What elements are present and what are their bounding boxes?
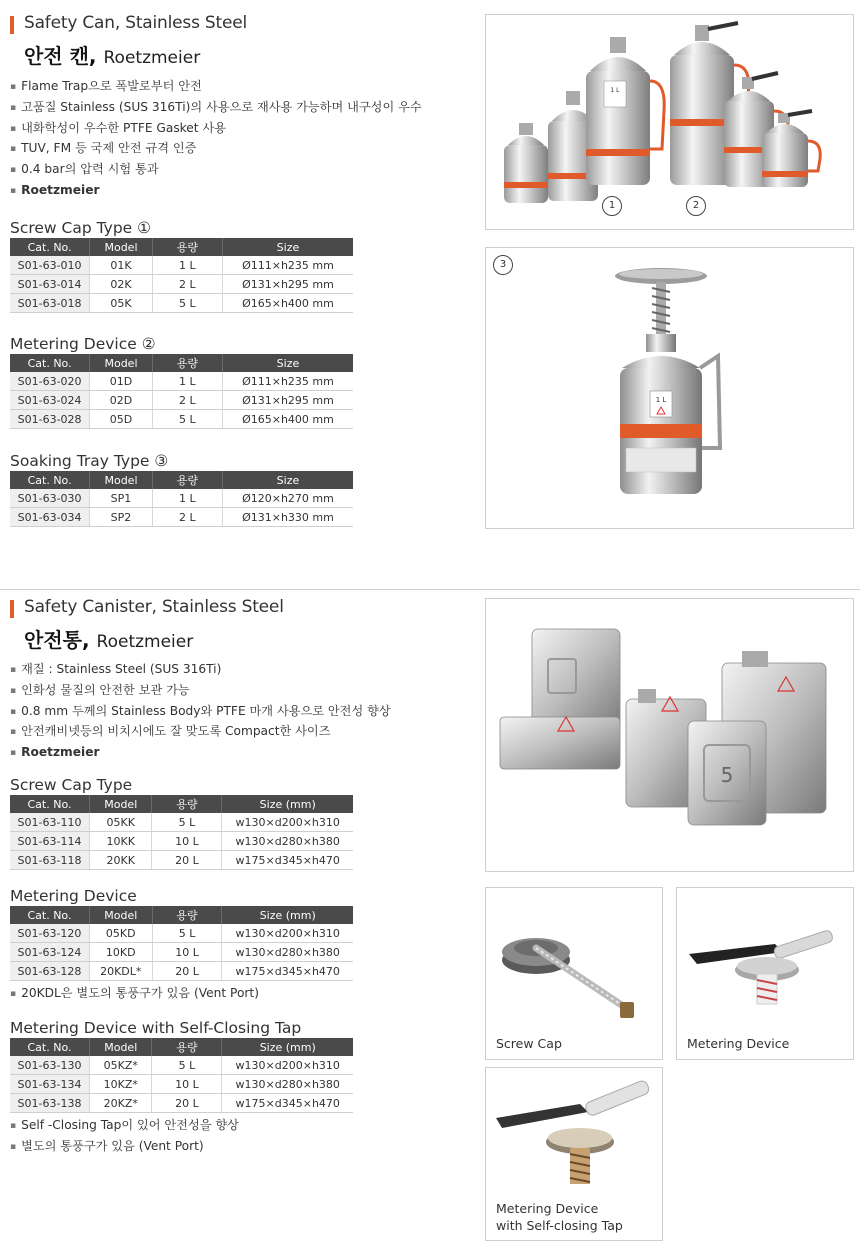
col-header: Size (mm) [222, 1038, 353, 1056]
cell: S01-63-020 [10, 372, 90, 391]
feature-item: ▪ 0.4 bar의 압력 시험 통과 [10, 159, 422, 180]
cell: S01-63-138 [10, 1094, 90, 1113]
spec-table-screw-cap-canister [10, 795, 353, 870]
cell: 2 L [152, 275, 222, 294]
cell: S01-63-120 [10, 924, 89, 943]
spec-table-metering-device-canister [10, 906, 353, 981]
table-row [10, 372, 353, 391]
cell: 10KD [89, 943, 152, 962]
cell: 20 L [152, 1094, 222, 1113]
col-header: Cat. No. [10, 906, 89, 924]
cell: Ø111×h235 mm [222, 372, 353, 391]
cell: 5 L [152, 294, 222, 313]
col-header: 용량 [152, 238, 222, 256]
table-title-screw-cap-canister: Screw Cap Type [10, 776, 133, 794]
spec-table-metering-device [10, 354, 353, 429]
col-header: Size [222, 354, 353, 372]
cell: S01-63-134 [10, 1075, 90, 1094]
can-label-text: 1 L [655, 396, 667, 404]
cell: 5 L [152, 410, 222, 429]
table-row [10, 1075, 353, 1094]
cell: 20 L [152, 962, 222, 981]
table-title-metering-device: Metering Device ② [10, 335, 156, 353]
cell: S01-63-124 [10, 943, 89, 962]
product-photo-soaking-tray-can [485, 247, 854, 529]
col-header: Cat. No. [10, 238, 90, 256]
cell: S01-63-018 [10, 294, 90, 313]
section2-feature-list [10, 659, 391, 763]
feature-item-brand: ▪ Roetzmeier [10, 180, 422, 201]
col-header: Model [90, 795, 152, 813]
section-marker [10, 600, 14, 618]
col-header: Size (mm) [222, 906, 353, 924]
col-header: Model [90, 238, 153, 256]
col-header: Cat. No. [10, 1038, 90, 1056]
cell: 02D [90, 391, 153, 410]
col-header: Cat. No. [10, 471, 90, 489]
table-title-metering-device-canister: Metering Device [10, 887, 137, 905]
table-title-screw-cap: Screw Cap Type ① [10, 219, 152, 237]
canister-size-label: 5 [720, 763, 734, 787]
table-row [10, 1056, 353, 1075]
col-header: Cat. No. [10, 354, 90, 372]
section-marker [10, 16, 14, 34]
feature-item: ▪ TUV, FM 등 국제 안전 규격 인증 [10, 138, 422, 159]
cell: S01-63-030 [10, 489, 90, 508]
photo-marker-2: 2 [686, 196, 706, 216]
cell: 20 L [152, 851, 222, 870]
cell: Ø165×h400 mm [222, 410, 353, 429]
col-header: Size [222, 238, 353, 256]
table-row [10, 489, 353, 508]
cell: 05KK [90, 813, 152, 832]
feature-item: ▪ 안전캐비넷등의 비치시에도 잘 맞도록 Compact한 사이즈 [10, 721, 391, 742]
cell: w130×d200×h310 [222, 813, 353, 832]
feature-item: ▪ 0.8 mm 두께의 Stainless Body와 PTFE 마개 사용으로 안전성 향상 [10, 701, 391, 722]
table-row [10, 508, 353, 527]
cell: 05D [90, 410, 153, 429]
can-label-text: 1 L [610, 87, 620, 94]
cell: Ø131×h330 mm [222, 508, 353, 527]
cell: w175×d345×h470 [222, 1094, 353, 1113]
table-row [10, 410, 353, 429]
cell: 01D [90, 372, 153, 391]
table-title-self-closing-tap: Metering Device with Self-Closing Tap [10, 1019, 302, 1037]
safety-cans-illustration [486, 15, 853, 229]
cell: w130×d280×h380 [222, 1075, 353, 1094]
feature-item-brand: ▪ Roetzmeier [10, 742, 391, 763]
spec-table-screw-cap [10, 238, 353, 313]
cell: w130×d200×h310 [222, 1056, 353, 1075]
cell: S01-63-034 [10, 508, 90, 527]
cell: 05KZ* [90, 1056, 152, 1075]
metering-device-illustration [677, 888, 853, 1028]
table-row [10, 813, 353, 832]
cell: 10KZ* [90, 1075, 152, 1094]
soaking-tray-can-illustration [486, 248, 853, 528]
cell: 20KZ* [90, 1094, 152, 1113]
caption-screw-cap: Screw Cap [496, 1036, 562, 1051]
col-header: Size (mm) [222, 795, 353, 813]
section-divider [0, 589, 860, 590]
table-row [10, 391, 353, 410]
section1-title-en: Safety Can, Stainless Steel [24, 13, 248, 33]
cell: w175×d345×h470 [222, 962, 353, 981]
col-header: Model [90, 471, 153, 489]
spec-table-self-closing-tap [10, 1038, 353, 1113]
cell: S01-63-110 [10, 813, 90, 832]
cell: 1 L [152, 256, 222, 275]
product-photo-safety-canisters [485, 598, 854, 872]
cell: w130×d280×h380 [222, 943, 353, 962]
caption-self-closing-tap-line1: Metering Device [496, 1201, 599, 1216]
brand-text: Roetzmeier [96, 632, 194, 652]
photo-marker-3: 3 [493, 255, 513, 275]
cell: Ø131×h295 mm [222, 391, 353, 410]
photo-marker-1: 1 [602, 196, 622, 216]
cell: 05KD [89, 924, 152, 943]
product-photo-safety-cans [485, 14, 854, 230]
cell: 02K [90, 275, 153, 294]
cell: 2 L [152, 391, 222, 410]
screw-cap-illustration [486, 888, 662, 1028]
col-header: Model [89, 906, 152, 924]
cell: w130×d200×h310 [222, 924, 353, 943]
table-row [10, 256, 353, 275]
note-vent-port-tap: ▪ 별도의 통풍구가 있음 (Vent Port) [10, 1137, 204, 1154]
cell: 10 L [152, 832, 222, 851]
table-row [10, 943, 353, 962]
col-header: Size [222, 471, 353, 489]
col-header: 용량 [152, 1038, 222, 1056]
cell: Ø165×h400 mm [222, 294, 353, 313]
spec-table-soaking-tray [10, 471, 353, 527]
feature-item: ▪ 내화학성이 우수한 PTFE Gasket 사용 [10, 118, 422, 139]
table-row [10, 962, 353, 981]
caption-self-closing-tap-line2: with Self-closing Tap [496, 1218, 623, 1233]
spring-coil [652, 282, 670, 334]
cell: 10 L [152, 943, 222, 962]
cell: S01-63-010 [10, 256, 90, 275]
col-header: Model [90, 354, 153, 372]
section1-title-ko [24, 40, 200, 69]
col-header: 용량 [152, 354, 222, 372]
cell: 05K [90, 294, 153, 313]
note-self-closing-tap: ▪ Self -Closing Tap이 있어 안전성을 향상 [10, 1116, 239, 1133]
self-closing-tap-illustration [486, 1068, 662, 1198]
cell: S01-63-130 [10, 1056, 90, 1075]
cell: 5 L [152, 924, 222, 943]
product-photo-metering-device [676, 887, 854, 1060]
section2-title-ko [24, 624, 193, 653]
cell: Ø111×h235 mm [222, 256, 353, 275]
table-row [10, 294, 353, 313]
cell: S01-63-024 [10, 391, 90, 410]
caption-metering-device: Metering Device [687, 1036, 790, 1051]
can-large-1 [586, 37, 664, 185]
cell: 2 L [152, 508, 222, 527]
canisters-illustration [486, 599, 853, 871]
table-row [10, 851, 353, 870]
feature-item: ▪ Flame Trap으로 폭발로부터 안전 [10, 76, 422, 97]
table-row [10, 1094, 353, 1113]
col-header: 용량 [152, 795, 222, 813]
col-header: Model [90, 1038, 152, 1056]
canister-lying [500, 629, 620, 769]
feature-item: ▪ 재질 : Stainless Steel (SUS 316Ti) [10, 659, 391, 680]
col-header: 용량 [152, 471, 222, 489]
cell: 1 L [152, 372, 222, 391]
brand-text: Roetzmeier [103, 48, 201, 68]
cell: Ø131×h295 mm [222, 275, 353, 294]
canister-front [688, 721, 766, 825]
cell: 10 L [152, 1075, 222, 1094]
cell: 5 L [152, 813, 222, 832]
cell: 5 L [152, 1056, 222, 1075]
cell: 20KDL* [89, 962, 152, 981]
product-photo-screw-cap [485, 887, 663, 1060]
cell: S01-63-114 [10, 832, 90, 851]
title-ko-text: 안전통, [24, 628, 90, 652]
cell: 10KK [90, 832, 152, 851]
cell: S01-63-118 [10, 851, 90, 870]
col-header: Cat. No. [10, 795, 90, 813]
cell: SP2 [90, 508, 153, 527]
cell: w130×d280×h380 [222, 832, 353, 851]
cell: w175×d345×h470 [222, 851, 353, 870]
cell: 20KK [90, 851, 152, 870]
section1-feature-list [10, 76, 422, 201]
product-photo-self-closing-tap [485, 1067, 663, 1241]
note-vent-port: ▪ 20KDL은 별도의 통풍구가 있음 (Vent Port) [10, 984, 259, 1001]
cell: S01-63-014 [10, 275, 90, 294]
cell: S01-63-128 [10, 962, 89, 981]
section2-title-en: Safety Canister, Stainless Steel [24, 597, 284, 617]
col-header: 용량 [152, 906, 222, 924]
table-row [10, 275, 353, 294]
cell: S01-63-028 [10, 410, 90, 429]
feature-item: ▪ 고품질 Stainless (SUS 316Ti)의 사용으로 재사용 가능하며 내구성이 우수 [10, 97, 422, 118]
cell: 1 L [152, 489, 222, 508]
table-row [10, 832, 353, 851]
table-title-soaking-tray: Soaking Tray Type ③ [10, 452, 169, 470]
title-ko-text: 안전 캔, [24, 44, 97, 68]
feature-item: ▪ 인화성 물질의 안전한 보관 가능 [10, 680, 391, 701]
table-row [10, 924, 353, 943]
cell: 01K [90, 256, 153, 275]
cell: Ø120×h270 mm [222, 489, 353, 508]
cell: SP1 [90, 489, 153, 508]
